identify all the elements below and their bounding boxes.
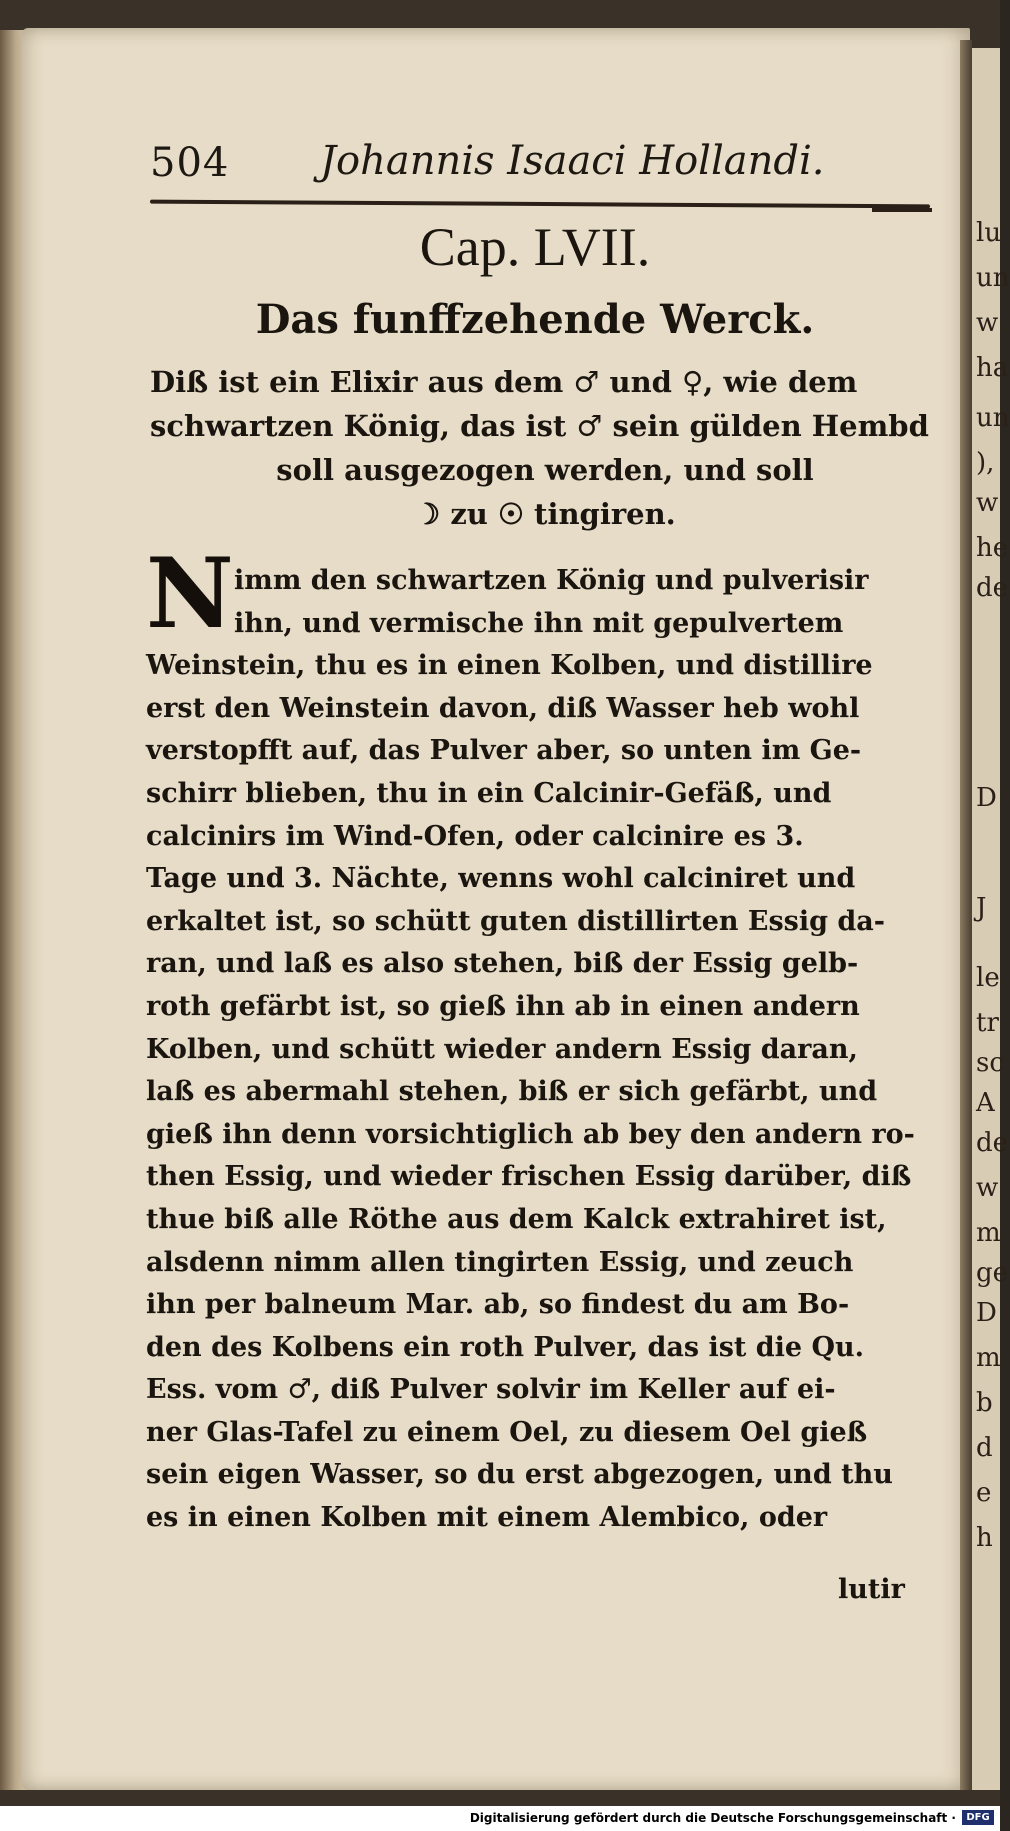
- body-line: Kolben, und schütt wieder andern Essig daran,: [146, 1033, 858, 1065]
- body-line: Tage und 3. Nächte, wenns wohl calciniret und: [146, 863, 856, 895]
- next-page-fragment: J: [976, 893, 987, 923]
- next-page-fragment: de: [976, 573, 1009, 603]
- next-page-fragment: ),: [976, 448, 995, 478]
- next-page-fragment: D: [976, 783, 997, 813]
- body-line: Ess. vom ♂, diß Pulver solvir im Keller auf ei-: [146, 1374, 836, 1406]
- body-line: gieß ihn denn vorsichtiglich ab bey den andern ro-: [146, 1118, 915, 1150]
- next-page-fragment: un: [976, 403, 1010, 433]
- body-line: erst den Weinstein davon, diß Wasser heb wohl: [146, 692, 860, 724]
- next-page-fragment: d: [976, 1433, 993, 1463]
- header-rule-end: [872, 208, 932, 212]
- digitization-credit: Digitalisierung gefördert durch die Deutsche Forschungsgemeinschaft ·: [469, 1811, 956, 1825]
- body-line: ran, und laß es also stehen, biß der Essig gelb-: [146, 948, 859, 980]
- body-line: alsdenn nimm allen tingirten Essig, und zeuch: [146, 1246, 854, 1278]
- next-page-fragment: ha: [976, 353, 1009, 383]
- book-gutter: [960, 40, 972, 1790]
- running-title: Johannis Isaaci Hollandi.: [320, 138, 825, 184]
- dfg-logo: DFG: [962, 1810, 994, 1825]
- body-line: imm den schwartzen König und pulverisir: [234, 565, 869, 596]
- catchword: lutir: [838, 1574, 905, 1605]
- next-page-fragment: m: [976, 1343, 1001, 1373]
- body-line: schirr blieben, thu in ein Calcinir-Gefäß, und: [146, 777, 832, 809]
- body-line: then Essig, und wieder frischen Essig darüber, diß: [146, 1161, 912, 1193]
- next-page-fragment: w: [976, 308, 999, 338]
- next-page-fragment: he: [976, 533, 1009, 563]
- next-page-edge: [972, 48, 1010, 1790]
- next-page-fragment: de: [976, 1128, 1009, 1158]
- next-page-fragment: w: [976, 1173, 999, 1203]
- next-page-fragment: D: [976, 1298, 997, 1328]
- next-page-fragment: b: [976, 1388, 993, 1418]
- body-line: ner Glas-Tafel zu einem Oel, zu diesem Oel gieß: [146, 1416, 868, 1448]
- body-line: calcinirs im Wind-Ofen, oder calcinire es 3.: [146, 820, 804, 852]
- next-page-fragment: m: [976, 1218, 1001, 1248]
- next-page-fragment: tr: [976, 1008, 999, 1038]
- body-line: sein eigen Wasser, so du erst abgezogen, und thu: [146, 1459, 893, 1491]
- page-header: [150, 140, 920, 196]
- summary-line: ☽ zu ☉ tingiren.: [414, 497, 676, 531]
- body-line: verstopfft auf, das Pulver aber, so unten im Ge-: [146, 735, 862, 767]
- next-page-fragment: le: [976, 963, 1000, 993]
- summary-line: soll ausgezogen werden, und soll: [276, 453, 814, 487]
- chapter-summary: [150, 360, 940, 536]
- body-line: thue biß alle Röthe aus dem Kalck extrahiret ist,: [146, 1203, 887, 1235]
- summary-line: schwartzen König, das ist ♂ sein gülden Hembd: [150, 409, 929, 443]
- next-page-fragment: lu: [976, 218, 1002, 248]
- body-line: es in einen Kolben mit einem Alembico, oder: [146, 1502, 828, 1534]
- summary-line: Diß ist ein Elixir aus dem ♂ und ♀, wie dem: [150, 365, 858, 399]
- body-line: den des Kolbens ein roth Pulver, das ist die Qu.: [146, 1331, 865, 1363]
- body-line: laß es abermahl stehen, biß er sich gefärbt, und: [146, 1076, 878, 1108]
- drop-cap: N: [146, 537, 234, 650]
- body-text: [146, 560, 946, 1540]
- body-line: erkaltet ist, so schütt guten distillirten Essig da-: [146, 905, 885, 937]
- next-page-fragment: A: [976, 1088, 995, 1118]
- next-page-fragment: w: [976, 488, 999, 518]
- chapter-title: Cap. LVII.: [419, 217, 651, 277]
- next-page-fragment: h: [976, 1523, 993, 1553]
- next-page-fragment: sc: [976, 1048, 1004, 1078]
- page-number: 504: [150, 140, 230, 186]
- body-line: Weinstein, thu es in einen Kolben, und distillire: [146, 650, 873, 682]
- next-page-fragment: un: [976, 263, 1010, 293]
- body-line: ihn per balneum Mar. ab, so findest du am Bo-: [146, 1289, 850, 1321]
- work-title: Das funffzehende Werck.: [255, 296, 815, 343]
- next-page-fragment: e: [976, 1478, 992, 1508]
- body-line: ihn, und vermische ihn mit gepulvertem: [234, 607, 844, 639]
- next-page-fragment: ge: [976, 1258, 1009, 1288]
- body-line: roth gefärbt ist, so gieß ihn ab in einen andern: [146, 990, 860, 1022]
